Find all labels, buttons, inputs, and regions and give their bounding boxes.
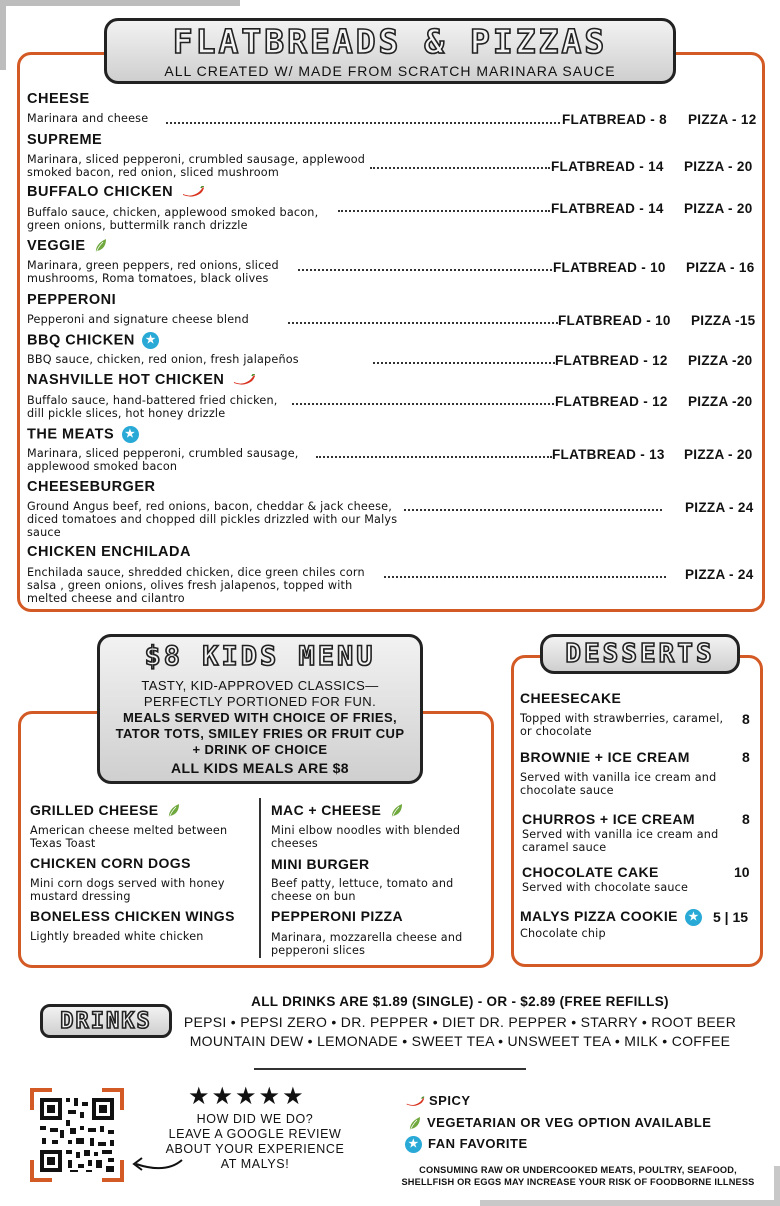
- pizza-price: PIZZA - 16: [686, 260, 755, 275]
- pizza-price: PIZZA - 12: [688, 112, 757, 127]
- pizza-price: PIZZA - 24: [685, 500, 754, 515]
- flatbread-price: FLATBREAD - 10: [553, 260, 666, 275]
- flatbread-price: FLATBREAD - 14: [551, 201, 664, 216]
- menu-item-name: CHEESE: [27, 91, 90, 107]
- menu-item-name: PEPPERONI: [27, 292, 117, 308]
- dot-leader: [166, 122, 560, 124]
- arrow-icon: [126, 1140, 186, 1174]
- drinks-banner: [40, 1004, 172, 1038]
- flatbread-price: FLATBREAD - 12: [555, 353, 668, 368]
- dessert-item-name: MALYS PIZZA COOKIE ★: [520, 908, 702, 926]
- kids-intro-6: ALL KIDS MEALS ARE $8: [171, 760, 349, 776]
- dot-leader: [316, 456, 552, 458]
- dessert-price: 8: [742, 749, 750, 765]
- kids-item-desc: Mini elbow noodles with blended cheeses: [271, 824, 461, 850]
- kids-title: $8 KIDS MENU: [144, 641, 376, 672]
- menu-item-desc: Marinara, sliced pepperoni, crumbled sausage, applewood smoked bacon, red onion, sliced mushroom: [27, 153, 366, 179]
- leaf-icon: [166, 803, 180, 819]
- dessert-price: 5 | 15: [713, 909, 749, 925]
- qr-code[interactable]: [30, 1088, 124, 1182]
- dessert-item-desc: Served with vanilla ice cream and caramel sauce: [522, 828, 719, 854]
- menu-item-name: BBQ CHICKEN ★: [27, 332, 159, 349]
- menu-item-desc: BBQ sauce, chicken, red onion, fresh jalapeños: [27, 353, 299, 366]
- flatbreads-title: FLATBREADS & PIZZAS: [172, 22, 608, 61]
- dot-leader: [384, 576, 666, 578]
- leaf-icon: [407, 1116, 421, 1132]
- pizza-price: PIZZA -20: [688, 353, 753, 368]
- review-line: HOW DID WE DO?: [196, 1112, 314, 1126]
- kids-banner: [97, 634, 423, 784]
- menu-item-name: BUFFALO CHICKEN: [27, 184, 205, 200]
- kids-item-name: PEPPERONI PIZZA: [271, 908, 404, 924]
- dessert-item-name: CHOCOLATE CAKE: [522, 864, 659, 880]
- dessert-item-desc: Topped with strawberries, caramel, or chocolate: [520, 712, 724, 738]
- kids-item-desc: Beef patty, lettuce, tomato and cheese on bun: [271, 877, 454, 903]
- pepper-icon: [181, 186, 205, 198]
- pizza-price: PIZZA - 20: [684, 201, 753, 216]
- star-icon: ★: [685, 909, 702, 926]
- menu-item-name: CHEESEBURGER: [27, 479, 156, 495]
- review-line: LEAVE A GOOGLE REVIEW: [168, 1127, 342, 1141]
- kids-item-name: BONELESS CHICKEN WINGS: [30, 908, 235, 924]
- flatbreads-banner: [104, 18, 676, 84]
- pizza-price: PIZZA - 24: [685, 567, 754, 582]
- star-icon: ★: [122, 426, 139, 443]
- flatbreads-subtitle: ALL CREATED W/ MADE FROM SCRATCH MARINARA SAUCE: [164, 63, 616, 79]
- menu-item-desc: Marinara and cheese: [27, 112, 149, 125]
- pizza-price: PIZZA - 20: [684, 447, 753, 462]
- dot-leader: [404, 509, 662, 511]
- menu-item-name: SUPREME: [27, 132, 103, 148]
- kids-item-name: CHICKEN CORN DOGS: [30, 855, 191, 871]
- kids-intro-1: TASTY, KID-APPROVED CLASSICS—: [141, 678, 379, 693]
- drinks-list-1: PEPSI • PEPSI ZERO • DR. PEPPER • DIET DR. PEPPER • STARRY • ROOT BEER: [183, 1014, 737, 1030]
- pepper-icon: [405, 1096, 425, 1108]
- menu-item-desc: Buffalo sauce, hand-battered fried chicken, dill pickle slices, hot honey drizzle: [27, 394, 278, 420]
- dot-leader: [373, 362, 555, 364]
- warning-line: SHELLFISH OR EGGS MAY INCREASE YOUR RISK OF FOODBORNE ILLNESS: [401, 1177, 755, 1187]
- kids-item-name: GRILLED CHEESE: [30, 802, 180, 819]
- desserts-banner: [540, 634, 740, 674]
- warning-line: CONSUMING RAW OR UNDERCOOKED MEATS, POULTRY, SEAFOOD,: [419, 1165, 737, 1175]
- drinks-title: DRINKS: [60, 1009, 152, 1034]
- star-icon: ★: [405, 1136, 422, 1153]
- review-line: AT MALYS!: [220, 1157, 290, 1171]
- kids-item-name: MAC + CHEESE: [271, 802, 403, 819]
- pizza-price: PIZZA -15: [691, 313, 756, 328]
- divider-line: [254, 1068, 526, 1070]
- dessert-item-name: CHURROS + ICE CREAM: [522, 811, 695, 827]
- legend-fan-favorite: ★ FAN FAVORITE: [405, 1136, 528, 1153]
- kids-item-desc: Mini corn dogs served with honey mustard dressing: [30, 877, 225, 903]
- pepper-icon: [232, 374, 256, 386]
- dessert-price: 10: [734, 864, 750, 880]
- kids-item-desc: Marinara, mozzarella cheese and pepperoni slices: [271, 931, 463, 957]
- dessert-price: 8: [742, 711, 750, 727]
- food-safety-warning: [392, 1164, 764, 1188]
- flatbread-price: FLATBREAD - 10: [558, 313, 671, 328]
- kids-item-desc: American cheese melted between Texas Toast: [30, 824, 228, 850]
- dot-leader: [288, 322, 558, 324]
- flatbread-price: FLATBREAD - 8: [562, 112, 667, 127]
- star-icon: ★: [142, 332, 159, 349]
- menu-item-name: CHICKEN ENCHILADA: [27, 544, 191, 560]
- menu-item-name: NASHVILLE HOT CHICKEN: [27, 372, 256, 388]
- menu-item-desc: Pepperoni and signature cheese blend: [27, 313, 249, 326]
- kids-item-name: MINI BURGER: [271, 856, 370, 872]
- dessert-item-desc: Chocolate chip: [520, 927, 606, 940]
- menu-item-desc: Ground Angus beef, red onions, bacon, cheddar & jack cheese, diced tomatoes and chopped dill pickles drizzled with our Malys sauce: [27, 500, 398, 539]
- dessert-price: 8: [742, 811, 750, 827]
- kids-intro-3: MEALS SERVED WITH CHOICE OF FRIES,: [122, 710, 398, 725]
- leaf-icon: [93, 238, 107, 254]
- menu-item-desc: Marinara, sliced pepperoni, crumbled sausage, applewood smoked bacon: [27, 447, 299, 473]
- legend-veg: VEGETARIAN OR VEG OPTION AVAILABLE: [405, 1115, 711, 1132]
- menu-item-desc: Buffalo sauce, chicken, applewood smoked bacon, green onions, buttermilk ranch drizzle: [27, 206, 319, 232]
- legend-spicy: SPICY: [405, 1093, 471, 1108]
- menu-item-desc: Enchilada sauce, shredded chicken, dice green chiles corn salsa , green onions, olives fresh jalapenos, topped with melted cheese and cilantro: [27, 566, 365, 605]
- desserts-title: DESSERTS: [565, 639, 715, 669]
- pizza-price: PIZZA -20: [688, 394, 753, 409]
- kids-column-divider: [259, 798, 261, 958]
- drinks-prices: ALL DRINKS ARE $1.89 (SINGLE) - OR - $2.89 (FREE REFILLS): [251, 994, 669, 1009]
- kids-item-desc: Lightly breaded white chicken: [30, 930, 204, 943]
- kids-intro-4: TATOR TOTS, SMILEY FRIES OR FRUIT CUP: [115, 726, 405, 741]
- dot-leader: [298, 269, 552, 271]
- dot-leader: [370, 167, 550, 169]
- review-line: ABOUT YOUR EXPERIENCE: [165, 1142, 345, 1156]
- dot-leader: [292, 403, 554, 405]
- dot-leader: [338, 210, 550, 212]
- flatbread-price: FLATBREAD - 14: [551, 159, 664, 174]
- menu-item-desc: Marinara, green peppers, red onions, sliced mushrooms, Roma tomatoes, black olives: [27, 259, 279, 285]
- dessert-item-desc: Served with chocolate sauce: [522, 881, 689, 894]
- dessert-item-name: BROWNIE + ICE CREAM: [520, 749, 690, 765]
- kids-intro-5: + DRINK OF CHOICE: [192, 742, 328, 757]
- dessert-item-desc: Served with vanilla ice cream and chocolate sauce: [520, 771, 717, 797]
- dessert-item-name: CHEESECAKE: [520, 690, 622, 706]
- menu-item-name: VEGGIE: [27, 238, 107, 254]
- rating-stars: ★★★★★: [188, 1082, 306, 1110]
- menu-item-name: THE MEATS ★: [27, 426, 139, 443]
- leaf-icon: [389, 803, 403, 819]
- drinks-list-2: MOUNTAIN DEW • LEMONADE • SWEET TEA • UNSWEET TEA • MILK • COFFEE: [189, 1033, 731, 1049]
- flatbread-price: FLATBREAD - 13: [552, 447, 665, 462]
- kids-intro-2: PERFECTLY PORTIONED FOR FUN.: [143, 694, 377, 709]
- pizza-price: PIZZA - 20: [684, 159, 753, 174]
- flatbread-price: FLATBREAD - 12: [555, 394, 668, 409]
